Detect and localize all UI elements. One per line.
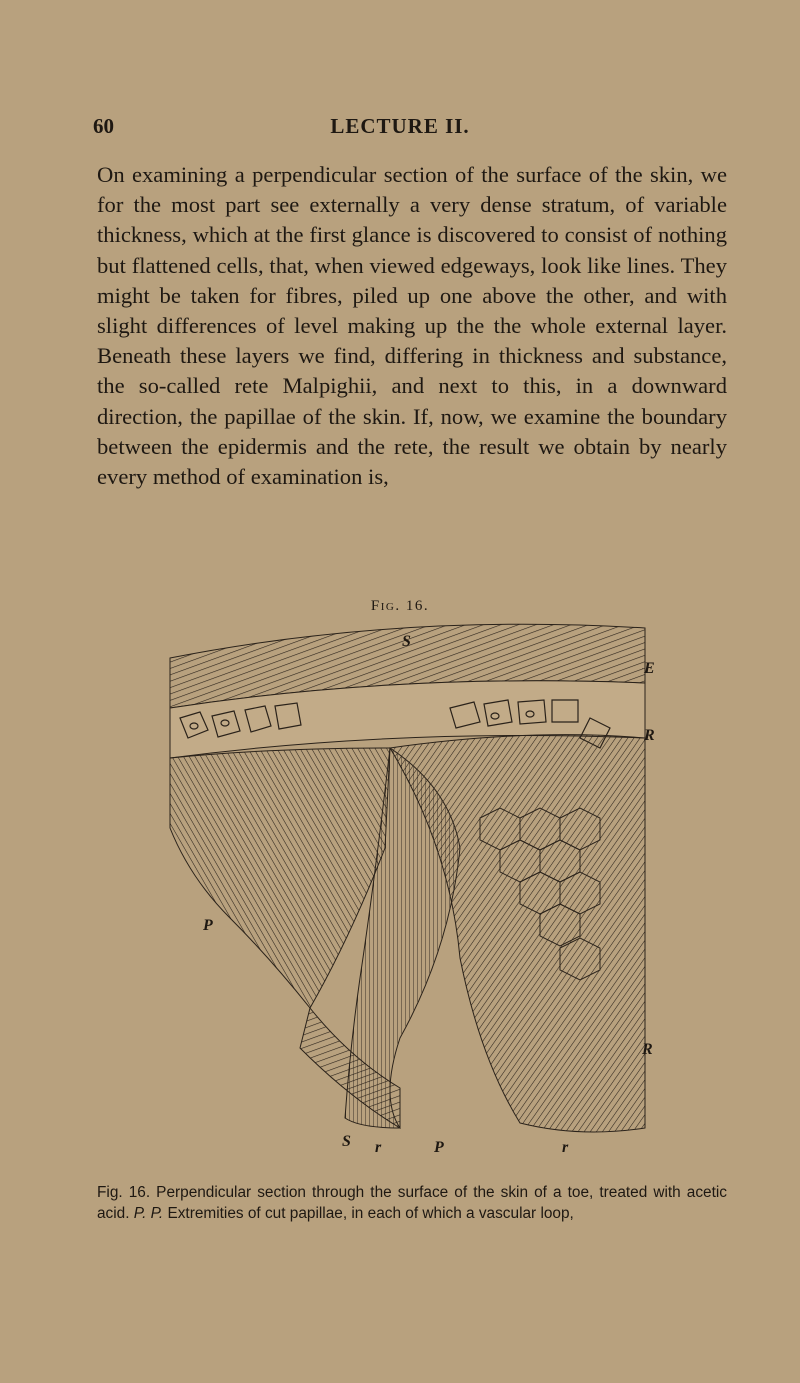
figure-letter-r-bottom-left: r	[375, 1139, 382, 1156]
body-paragraph: On examining a perpendicular section of the surface of the skin, we for the most part see externally a very dense stratum, of variable thickness, which at the first glance is discovered to consist of nothing but flattened cells, that, when viewed edgeways, look like lines. They might be taken for fibres, piled up one above the other, and with slight differences of level making up the the whole external layer. Beneath these layers we find, differing in thickness and substance, the so-called rete Malpighii, and next to this, in a downward direction, the papillae of the skin. If, now, we examine the boundary between the epidermis and the rete, the result we obtain by nearly every method of examination is,	[97, 162, 727, 490]
page-header	[0, 114, 800, 144]
figure-letter-r-right: R	[642, 1041, 653, 1058]
figure-letter-s-top: S	[402, 633, 411, 650]
running-head: LECTURE II.	[330, 114, 470, 138]
caption-prefix: Fig. 16. Perpendicular section through the surface of the skin of a toe, treated with acetic acid.	[97, 1184, 727, 1222]
figure-caption	[97, 1182, 727, 1224]
figure-letter-s-bottom: S	[342, 1133, 351, 1150]
figure-letter-p-bottom: P	[434, 1139, 444, 1156]
figure-label: Fig. 16.	[370, 598, 430, 614]
skin-section-illustration	[150, 618, 670, 1158]
figure-letter-r-top: R	[644, 727, 655, 744]
caption-suffix: Extremities of cut papillae, in each of which a vascular loop,	[167, 1205, 574, 1222]
figure-letter-r-bottom-right: r	[562, 1139, 569, 1156]
page-number: 60	[93, 114, 114, 138]
figure-letter-p-left: P	[203, 917, 213, 934]
left-papilla	[170, 748, 390, 1008]
caption-italic: P. P.	[133, 1205, 164, 1222]
figure-letter-e: E	[644, 660, 655, 677]
